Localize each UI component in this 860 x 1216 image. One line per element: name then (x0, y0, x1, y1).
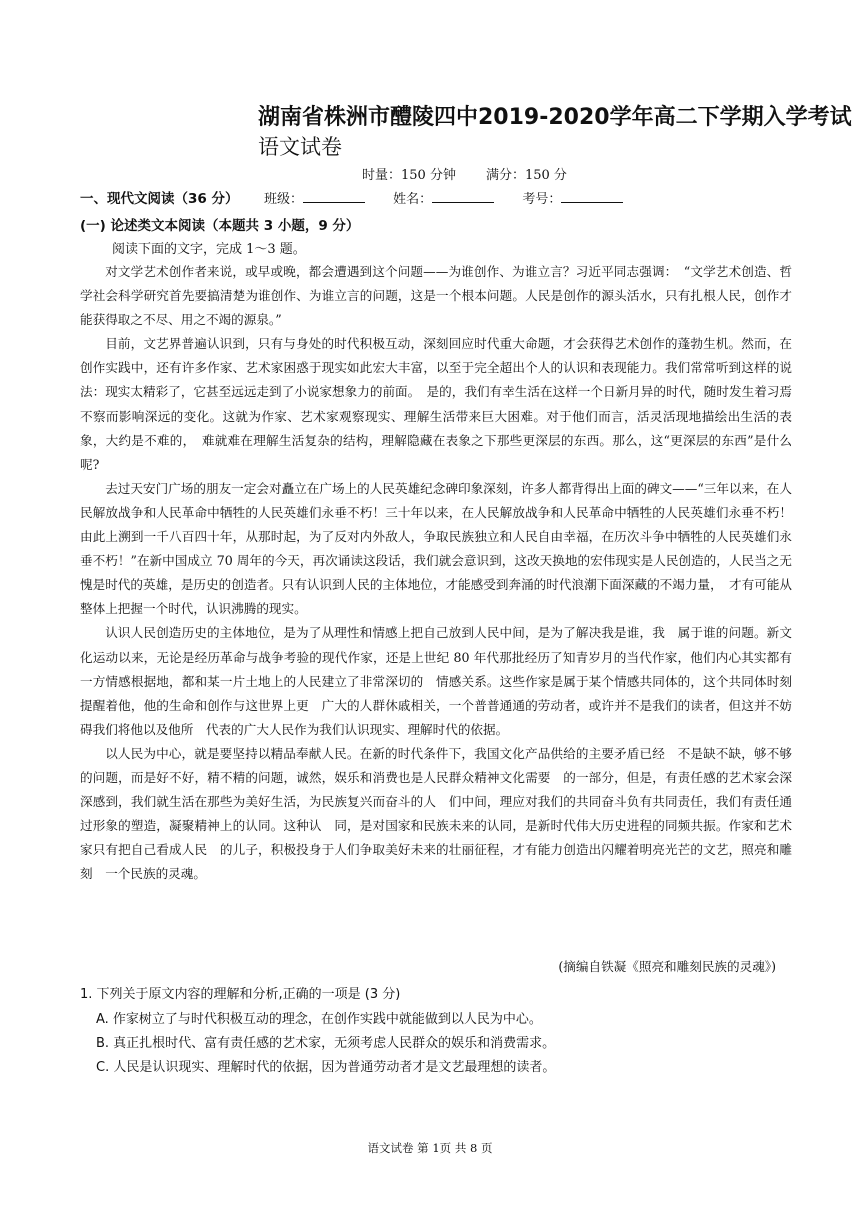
name-label: 姓名： (393, 192, 433, 207)
section-heading-argumentative: (一) 论述类文本阅读（本题共 3 小题，9 分） (80, 218, 360, 234)
passage-paragraph: 对文学艺术创作者来说，或早或晚，都会遭遇到这个问题——为谁创作、为谁立言？习近平同志强调： “文学艺术创造、哲学社会科学研究首先要搞清楚为谁创作、为谁立言的问题，这是一个根本问题。人民是创作的源头活水，只有扎根人民，创作才能获得取之不尽、用之不竭的源泉。” (80, 264, 792, 328)
id-label: 考号： (522, 192, 562, 207)
passage-paragraph: 去过天安门广场的朋友一定会对矗立在广场上的人民英雄纪念碑印象深刻，许多人都背得出上面的碑文——“三年以来，在人民解放战争和人民革命中牺牲的人民英雄们永垂不朽！三十年以来，在人民解放战争和人民革命中牺牲的人民英雄们永垂不朽！由此上溯到一千八百四十年，从那时起，为了反对内外敌人，争取民族独立和人民自由幸福，在历次斗争中牺牲的人民英雄们永垂不朽！”在新中国成立 70 周年的今天，再次诵读这段话，我们就会意识到，这改天换地的宏伟现实是人民创造的，人民当之无愧是时代的英雄，是历史的创造者。只有认识到人民的主体地位，才能感受到奔涌的时代浪潮下面深藏的不竭力量， 才有可能从整体上把握一个时代，认识沸腾的现实。 (80, 480, 792, 617)
exam-title: 湖南省株洲市醴陵四中2019-2020学年高二下学期入学考试 (258, 105, 852, 130)
passage-paragraph: 认识人民创造历史的主体地位，是为了从理性和情感上把自己放到人民中间，是为了解决我是谁，我 属于谁的问题。新文化运动以来，无论是经历革命与战争考验的现代作家，还是上世纪 80 年代那批经历了知青岁月的当代作家，他们内心其实都有一方情感根据地，都和某一片土地上的人民建立了非常深切的 情感关系。这些作家是属于某个情感共同体的，这个共同体时刻提醒着他，他的生命和创作与这世界上更 广大的人群休戚相关，一个普普通通的劳动者，或许并不是我们的读者，但这并不妨碍我们将他以及他所 代表的广大人民作为我们认识现实、理解时代的依据。 (80, 625, 792, 737)
exam-subtitle: 语文试卷 (258, 135, 342, 159)
exam-score: 满分：150 分 (485, 168, 567, 183)
exam-meta (362, 164, 567, 183)
passage-paragraph: 以人民为中心，就是要坚持以精品奉献人民。在新的时代条件下，我国文化产品供给的主要矛盾已经 不是缺不缺，够不够的问题，而是好不好，精不精的问题，诚然，娱乐和消费也是人民群众精神文化需要 的一部分，但是，有责任感的艺术家会深深感到，我们就生活在那些为美好生活，为民族复兴而奋斗的人 们中间，理应对我们的共同奋斗负有共同责任，我们有责任通过形象的塑造，凝聚精神上的认同。这种认 同，是对国家和民族未来的认同，是新时代伟大历史进程的同频共振。作家和艺术家只有把自己看成人民 的儿子，积极投身于人们争取美好未来的壮丽征程，才有能力创造出闪耀着明亮光芒的文艺，照亮和雕刻 一个民族的灵魂。 (80, 745, 792, 882)
id-blank (561, 190, 623, 203)
section-heading-modern-reading: 一、现代文阅读（36 分） (80, 191, 239, 207)
passage-paragraph: 目前，文艺界普遍认识到，只有与身处的时代积极互动，深刻回应时代重大命题，才会获得艺术创作的蓬勃生机。然而，在创作实践中，还有许多作家、艺术家困惑于现实如此宏大丰富，以至于完全超出个人的认识和表现能力。我们常常听到这样的说法：现实太精彩了，它甚至远远走到了小说家想象力的前面。 是的，我们有幸生活在这样一个日新月异的时代，随时发生着习焉不察而影响深远的变化。这就为作家、艺术家观察现实、理解生活带来巨大困难。对于他们而言，活灵活现地描绘出生活的表象，大约是不难的， 难就难在理解生活复杂的结构，理解隐藏在表象之下那些更深层的东西。那么，这“更深层的东西”是什么呢? (80, 336, 792, 472)
question-1-option-b: B. 真正扎根时代、富有责任感的艺术家，无须考虑人民群众的娱乐和消费需求。 (96, 1036, 556, 1051)
student-info-fields (264, 188, 647, 207)
class-blank (303, 190, 365, 203)
question-1-option-a: A. 作家树立了与时代积极互动的理念，在创作实践中就能做到以人民为中心。 (96, 1012, 542, 1027)
question-1-option-c: C. 人民是认识现实、理解时代的依据，因为普通劳动者才是文艺最理想的读者。 (96, 1060, 556, 1075)
exam-time: 时量：150 分钟 (362, 168, 456, 183)
reading-instruction: 阅读下面的文字，完成 1～3 题。 (112, 242, 306, 257)
page-footer: 语文试卷 第 1页 共 8 页 (367, 1141, 493, 1155)
question-1-stem: 1. 下列关于原文内容的理解和分析,正确的一项是 (3 分) (80, 987, 401, 1002)
name-blank (432, 190, 494, 203)
passage-body (80, 260, 792, 886)
class-label: 班级： (264, 192, 304, 207)
passage-source: (摘编自铁凝《照亮和雕刻民族的灵魂》) (558, 959, 776, 974)
